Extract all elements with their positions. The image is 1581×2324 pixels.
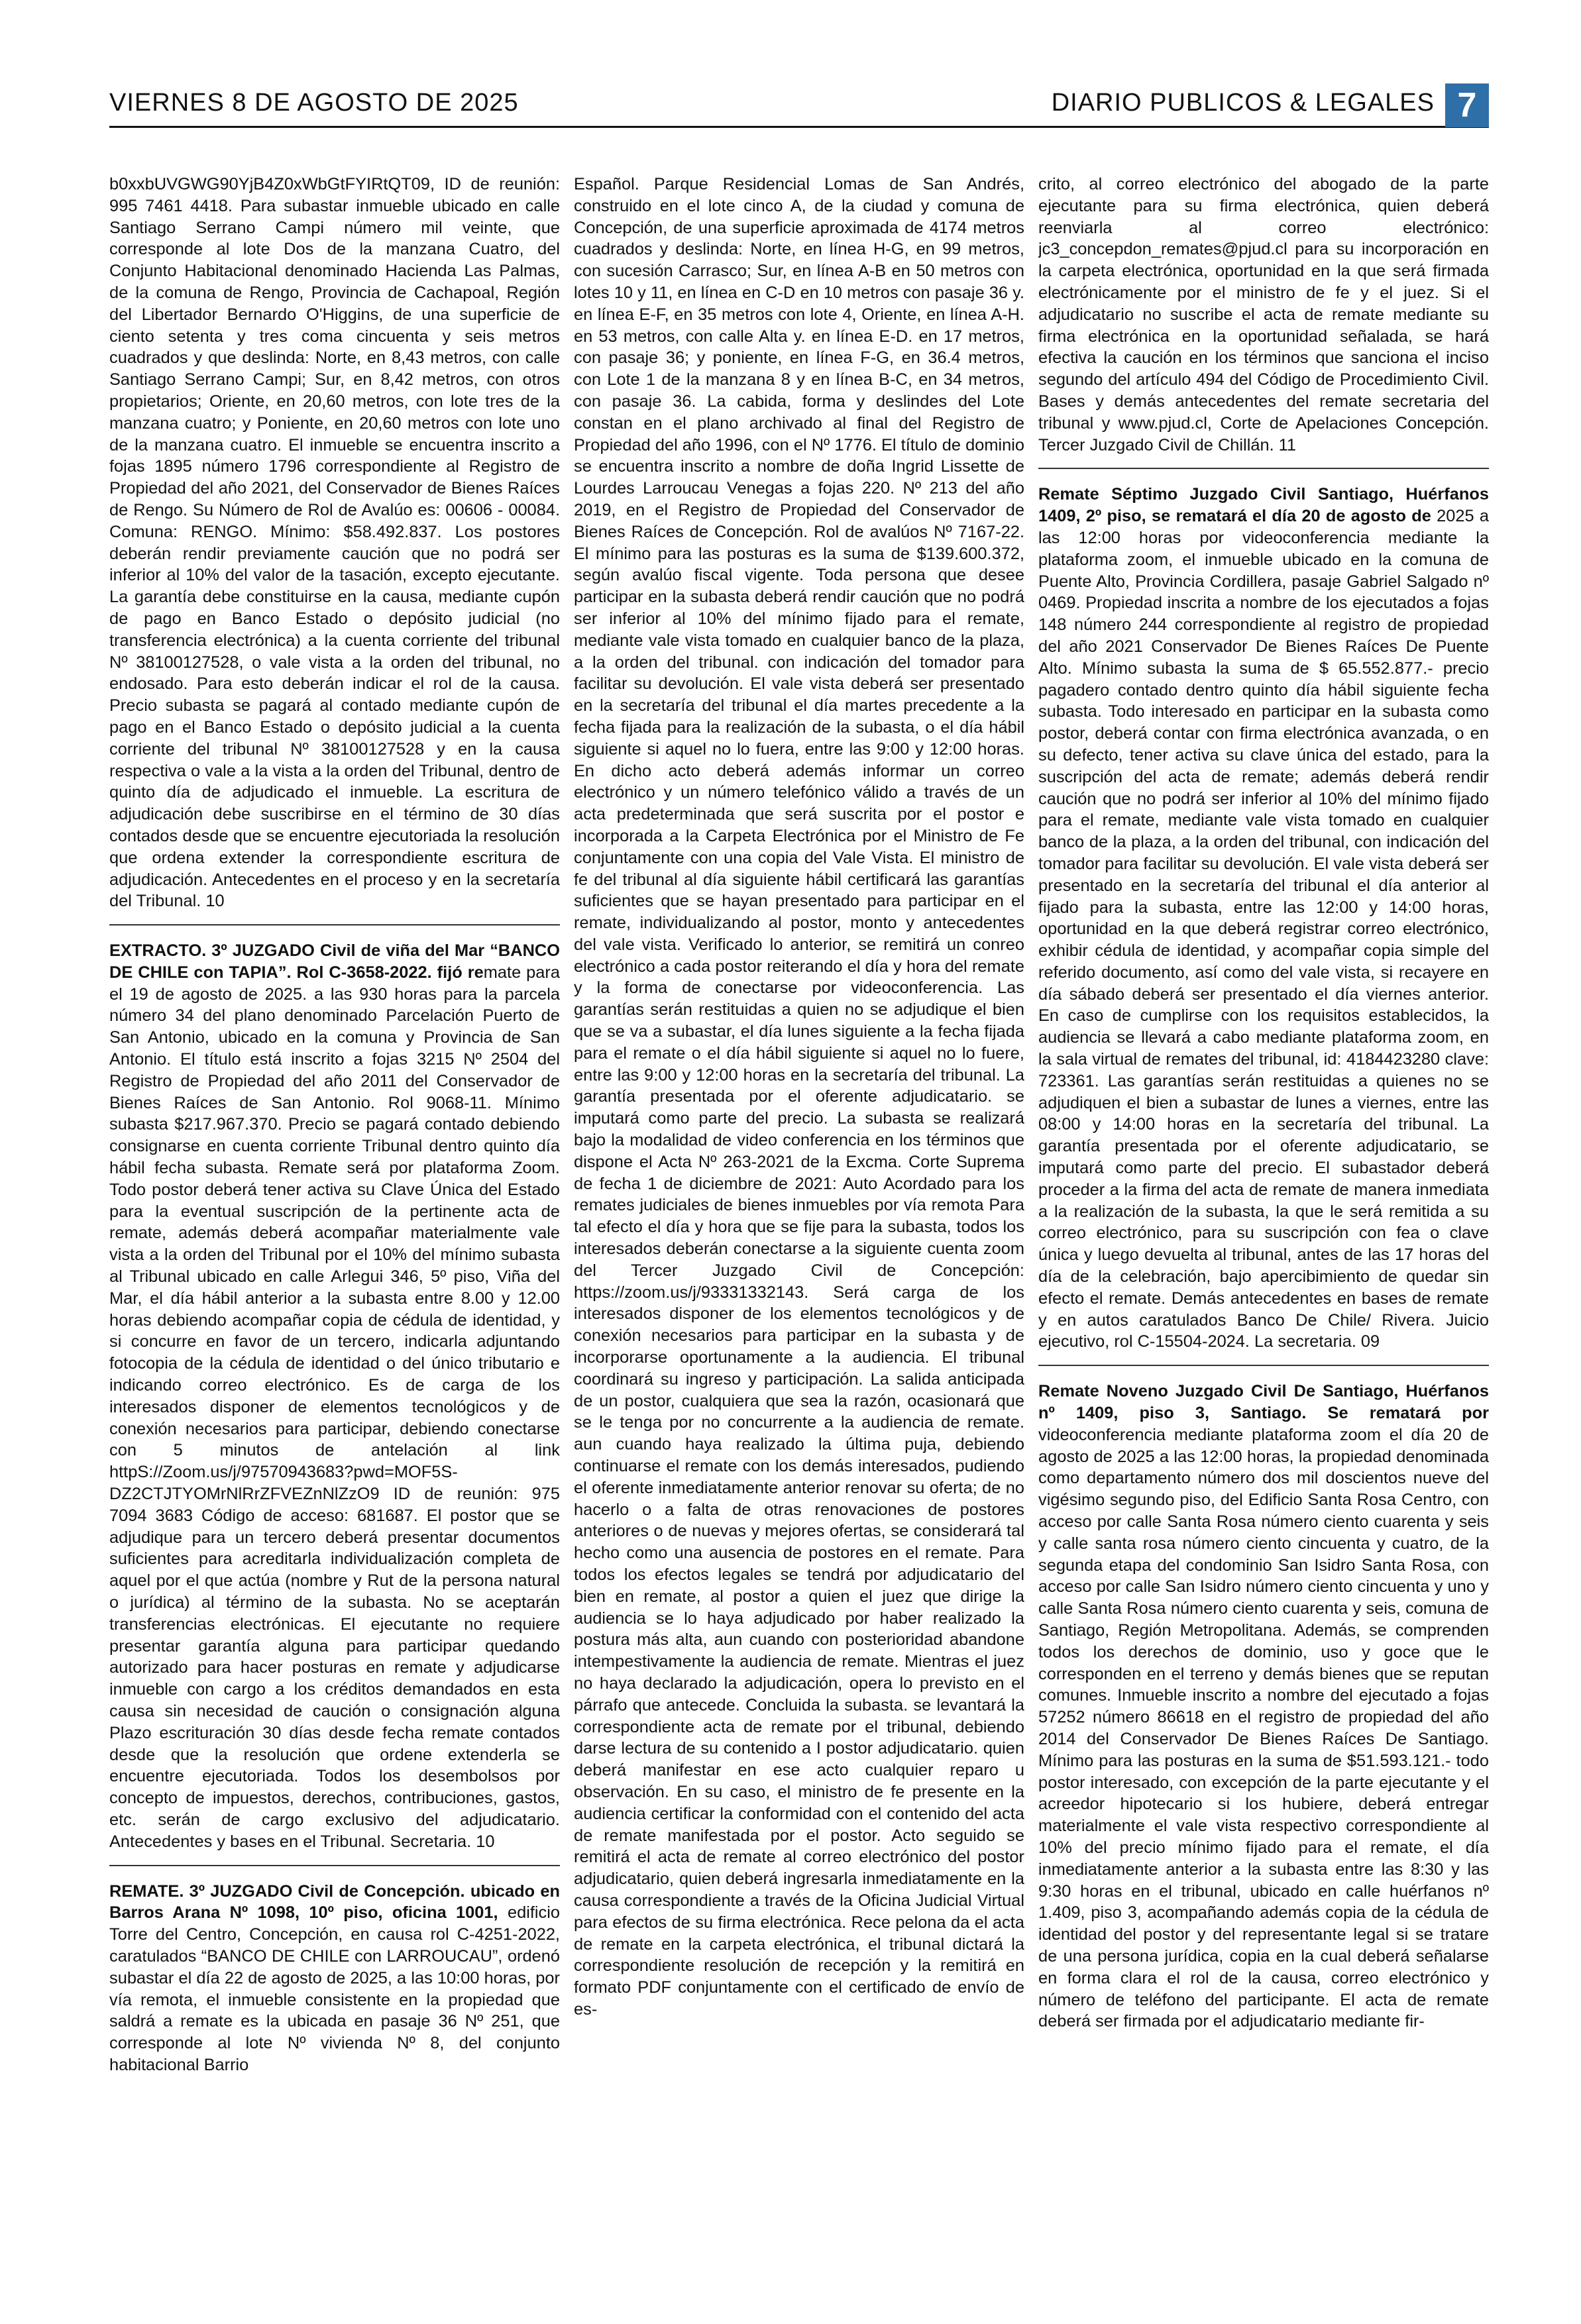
- newspaper-name: DIARIO PUBLICOS & LEGALES: [1051, 89, 1435, 117]
- notice-divider: [1038, 1365, 1489, 1366]
- notice-divider: [109, 924, 560, 925]
- column-1: [109, 174, 560, 2294]
- column-3: [1038, 174, 1489, 2294]
- notice-remate-septimo: Remate Séptimo Juzgado Civil Santiago, Huérfanos 1409, 2º piso, se rematará el día 20 de agosto de 2025 a las 12:00 horas por videoconferencia mediante la plataforma zoom, el inmueble ubicado en la comuna de Puente Alto, Provincia Cordillera, pasaje Gabriel Salgado nº 0469. Propiedad inscrita a nombre de los ejecutados a fojas 148 número 244 correspondiente al registro de propiedad del año 2021 Conservador De Bienes Raíces De Puente Alto. Mínimo subasta la suma de $ 65.552.877.- precio pagadero contado dentro quinto día hábil siguiente fecha subasta. Todo interesado en participar en la subasta como postor, deberá contar con firma electrónica avanzada, o en su defecto, tener activa su clave única del estado, para la suscripción del acta de remate; además deberá rendir caución que no podrá ser inferior al 10% del mínimo fijado para el remate, mediante vale vista tomado en cualquier banco de la plaza, a la orden del tribunal, con indicación del tomador para facilitar su devolución. El vale vista deberá ser presentado en la secretaría del tribunal el día anterior al fijado para la subasta, entre las 12:00 y 14:00 horas, oportunidad en la que deberá registrar correo electrónico, exhibir cédula de identidad, y acompañar copia simple del referido documento, así como del vale vista, si recayere en día sábado deberá ser presentado el día viernes anterior. En caso de cumplirse con los requisitos establecidos, la audiencia se llevará a cabo mediante plataforma zoom, en la sala virtual de remates del tribunal, id: 4184423280 clave: 723361. Las garantías serán restituidas a quienes no se adjudiquen el bien a subastar de lunes a viernes, entre las 08:00 y 14:00 horas en la secretaría del tribunal. La garantía presentada por el oferente adjudicatario, se imputará como parte del precio. El subastador deberá proceder a la firma del acta de remate de manera inmediata a la realización de la subasta, la que le será remitida a su correo electrónico, para su suscripción con fea o clave única y luego devuelta al tribunal, antes de las 17 horas del día de la celebración, bajo apercibimiento de quedar sin efecto el remate. Demás antecedentes en bases de remate y en autos caratulados Banco De Chile/ Rivera. Juicio ejecutivo, rol C-15504-2024. La secretaria. 09: [1038, 485, 1489, 1351]
- notice-divider: [109, 1865, 560, 1866]
- notice-extracto-vina: EXTRACTO. 3º JUZGADO Civil de viña del Mar “BANCO DE CHILE con TAPIA”. Rol C-3658-2022. fijó remate para el 19 de agosto de 2025. a las 930 horas para la parcela número 34 del plano denominado Parcelación Puerto de San Antonio, ubicado en la comuna y Provincia de San Antonio. El título está inscrito a fojas 3215 Nº 2504 del Registro de Propiedad del año 2011 del Conservador de Bienes Raíces de San Antonio. Rol 9068-11. Mínimo subasta $217.967.370. Precio se pagará contado debiendo consignarse en cuenta corriente Tribunal dentro quinto día hábil fecha subasta. Remate será por plataforma Zoom. Todo postor deberá tener activa su Clave Única del Estado para la eventual suscripción de la pertinente acta de remate, además deberá acompañar materialmente vale vista a la orden del Tribunal por el 10% del mínimo subasta al Tribunal ubicado en calle Arlegui 346, 5º piso, Viña del Mar, el día hábil anterior a la subasta entre 8.00 y 12.00 horas debiendo acompañar copia de cédula de identidad, y si concurre en favor de un tercero, indicarla adjuntando fotocopia de la cédula de identidad o del único tributario e indicando correo electrónico. Es de carga de los interesados disponer de elementos tecnológicos y de conexión necesarios para participar, debiendo conectarse con 5 minutos de antelación al link httpS://Zoom.us/j/97570943683?pwd=MOF5S-DZ2CTJTYOMrNlRrZFVEZnNlZzO9 ID de reunión: 975 7094 3683 Código de acceso: 681687. El postor que se adjudique para un tercero deberá presentar documentos suficientes para acreditarla individualización completa de aquel por el que actúa (nombre y Rut de la persona natural o jurídica) al término de la subasta. No se aceptarán transferencias electrónicas. El ejecutante no requiere presentar garantía alguna para participar quedando autorizado para hacer posturas en remate y adjudicarse inmueble con cargo a los créditos demandados en esta causa sin necesidad de caución o consignación alguna Plazo escrituración 30 días desde fecha remate contados desde que la resolución que ordene extenderla se encuentre ejecutoriada. Todos los desembolsos por concepto de impuestos, derechos, contribuciones, gastos, etc. serán de cargo exclusivo del adjudicatario. Antecedentes y bases en el Tribunal. Secretaria. 10: [109, 941, 560, 1851]
- notice-remate-concepcion: REMATE. 3º JUZGADO Civil de Concepción. ubicado en Barros Arana Nº 1098, 10º piso, oficina 1001, edificio Torre del Centro, Concepción, en causa rol C-4251-2022, caratulados “BANCO DE CHILE con LARROUCAU”, ordenó subastar el día 22 de agosto de 2025, a las 10:00 horas, por vía remota, el inmueble consistente en la propiedad que saldrá a remate es la ubicada en pasaje 36 Nº 251, que corresponde al lote Nº vivienda Nº 8, del conjunto habitacional Barrio: [109, 1881, 560, 2074]
- issue-date: VIERNES 8 DE AGOSTO DE 2025: [109, 89, 519, 117]
- notice-continuation: b0xxbUVGWG90YjB4Z0xWbGtFYIRtQT09, ID de reunión: 995 7461 4418. Para subastar inmueble ubicado en calle Santiago Serrano Campi número mil veinte, que corresponde al lote Dos de la manzana Cuatro, del Conjunto Habitacional denominado Hacienda Las Palmas, de la comuna de Rengo, Provincia de Cachapoal, Región del Libertador Bernardo O'Higgins, de una superficie de ciento setenta y tres coma cincuenta y seis metros cuadrados y que deslinda: Norte, en 8,43 metros, con calle Santiago Serrano Campi; Sur, en 8,42 metros, con otros propietarios; Oriente, en 20,60 metros, con lote tres de la manzana cuatro; y Poniente, en 20,60 metros con lote uno de la manzana cuatro. El inmueble se encuentra inscrito a fojas 1895 número 1796 correspondiente al Registro de Propiedad del año 2021, del Conservador de Bienes Raíces de Rengo. Su Número de Rol de Avalúo es: 00606 - 00084. Comuna: RENGO. Mínimo: $58.492.837. Los postores deberán rendir previamente caución que no podrá ser inferior al 10% del valor de la tasación, excepto ejecutante. La garantía debe constituirse en la causa, mediante cupón de pago en Banco Estado o depósito judicial (no transferencia electrónica) a la cuenta corriente del tribunal Nº 38100127528, o vale vista a la orden del tribunal, no endosado. Para esto deberán indicar el rol de la causa. Precio subasta se pagará al contado mediante cupón de pago en el Banco Estado o depósito judicial a la cuenta corriente del tribunal Nº 38100127528 y en la causa respectiva o vale a la vista a la orden del Tribunal, dentro de quinto día de adjudicado el inmueble. La escritura de adjudicación debe suscribirse en el término de 30 días contados desde que se encuentre ejecutoriada la resolución que ordena extender la correspondiente escritura de adjudicación. Antecedentes en el proceso y en la secretaría del Tribunal. 10: [109, 175, 560, 911]
- page-number: 7: [1445, 83, 1489, 127]
- notice-continuation: Español. Parque Residencial Lomas de San Andrés, construido en el lote cinco A, de la ciudad y comuna de Concepción, de una superficie aproximada de 4174 metros cuadrados y deslinda: Norte, en línea H-G, en 99 metros, con sucesión Carrasco; Sur, en línea A-B en 50 metros con lotes 10 y 11, en línea en C-D en 10 metros con pasaje 36 y. en línea E-F, en 35 metros con lote 4, Oriente, en línea A-H. en 53 metros, con calle Alta y. en línea E-D. en 17 metros, con pasaje 36; y poniente, en línea F-G, en 36.4 metros, con Lote 1 de la manzana 8 y en línea B-C, en 34 metros, con pasaje 36. La cabida, forma y deslindes del Lote constan en el plano archivado al final del Registro de Propiedad del año 1996, con el Nº 1776. El título de dominio se encuentra inscrito a nombre de doña Ingrid Lissette de Lourdes Larroucau Venegas a fojas 220. Nº 213 del año 2019, en el Registro de Propiedad del Conservador de Bienes Raíces de Concepción. Rol de avalúos Nº 7167-22. El mínimo para las posturas es la suma de $139.600.372, según avalúo fiscal vigente. Toda persona que desee participar en la subasta deberá rendir caución que no podrá ser inferior al 10% del mínimo fijado para el remate, mediante vale vista tomado en cualquier banco de la plaza, a la orden del tribunal. con indicación del tomador para facilitar su devolución. El vale vista deberá ser presentado en la secretaría del tribunal el día martes precedente a la fecha fijada para la realización de la subasta, o el día hábil siguiente si aquel no lo fuera, entre las 9:00 y 12:00 horas. En dicho acto deberá además informar un correo electrónico y un número telefónico válido a través de un acta predeterminada que será suscrita por el postor e incorporada a la Carpeta Electrónica por el Ministro de Fe conjuntamente con una copia del Vale Vista. El ministro de fe del tribunal al día siguiente hábil certificará las garantías suficientes que se hayan presentado para participar en el remate, individualizando al postor, monto y antecedentes del vale vista. Verificado lo anterior, se remitirá un conreo electrónico a cada postor reiterando el día y hora del remate y la forma de conectarse por videoconferencia. Las garantías serán restituidas a quien no se adjudique el bien que se va a subastar, el día lunes siguiente a la fecha fijada para el remate o el día hábil siguiente si aquel no lo fuere, entre las 9:00 y 12:00 horas en la secretaría del tribunal. La garantía presentada por el oferente adjudicatario. se imputará como parte del precio. La subasta se realizará bajo la modalidad de video conferencia en los términos que dispone el Acta Nº 263-2021 de la Excma. Corte Suprema de fecha 1 de diciembre de 2021: Auto Acordado para los remates judiciales de bienes inmuebles por vía remota Para tal efecto el día y hora que se fije para la subasta, todos los interesados deberán conectarse a la siguiente cuenta zoom del Tercer Juzgado Civil de Concepción: https://zoom.us/j/93331332143. Será carga de los interesados disponer de los elementos tecnológicos y de conexión necesarios para participar en la subasta y de incorporarse oportunamente a la audiencia. El tribunal coordinará su ingreso y participación. La salida anticipada de un postor, cualquiera que sea la razón, ocasionará que se le tenga por no concurrente a la audiencia de remate. aun cuando haya realizado la última puja, debiendo continuarse el remate con los demás interesados, pudiendo el oferente inmediatamente anterior renovar su oferta; de no hacerlo o a falta de otras renovaciones de postores anteriores o de nuevas y mejores ofertas, se considerará tal hecho como una ausencia de postores en el remate. Para todos los efectos legales se tendrá por adjudicatario del bien en remate, al postor a quien el juez que dirige la audiencia se lo haya adjudicado por haber realizado la postura más alta, aun cuando con posterioridad abandone intempestivamente la audiencia de remate. Mientras el juez no haya declarado la adjudicación, opera lo previsto en el párrafo que antecede. Concluida la subasta. se levantará la correspondiente acta de remate por el tribunal, debiendo darse lectura de su contenido a I postor adjudicatario. quien deberá manifestar en ese acto cualquier reparo u observación. En su caso, el ministro de fe presente en la audiencia certificar la conformidad con el contenido del acta de remate manifestada por el postor. Acto seguido se remitirá el acta de remate al correo electrónico del postor adjudicatario, quien deberá ingresarla inmediatamente en la causa correspondiente a través de la Oficina Judicial Virtual para efectos de su firma electrónica. Rece pelona da el acta de remate en la carpeta electrónica, el tribunal dictará la correspondiente resolución de recepción y la remitirá en formato PDF conjuntamente con el certificado de envío de es-: [574, 175, 1024, 2019]
- notice-remate-noveno: Remate Noveno Juzgado Civil De Santiago, Huérfanos nº 1409, piso 3, Santiago. Se rematará por videoconferencia mediante plataforma zoom el día 20 de agosto de 2025 a las 12:00 horas, la propiedad denominada como departamento número dos mil doscientos nueve del vigésimo segundo piso, del Edificio Santa Rosa Centro, con acceso por calle Santa Rosa número ciento cuarenta y seis y calle santa rosa número ciento cincuenta y cuatro, de la segunda etapa del condominio San Isidro Santa Rosa, con acceso por calle San Isidro número ciento cincuenta y uno y calle Santa Rosa número ciento cuarenta y seis, comuna de Santiago, Región Metropolitana. Además, se comprenden todos los derechos de dominio, uso y goce que le corresponden en el terreno y demás bienes que se reputan comunes. Inmueble inscrito a nombre del ejecutado a fojas 57252 número 86618 en el registro de propiedad del año 2014 del Conservador De Bienes Raíces De Santiago. Mínimo para las posturas en la suma de $51.593.121.- todo postor interesado, con excepción de la parte ejecutante y el acreedor hipotecario si los hubiere, deberá entregar materialmente el vale vista respectivo correspondiente al 10% del precio mínimo fijado para el remate, el día inmediatamente anterior a la subasta entre las 8:30 y las 9:30 horas en el tribunal, ubicado en calle huérfanos nº 1.409, piso 3, acompañando además copia de la cédula de identidad del postor y del representante legal si se tratare de una persona jurídica, copia en la cual deberá señalarse en forma clara el rol de la causa, correo electrónico y número de teléfono del participante. El acta de remate deberá ser firmada por el adjudicatario mediante fir-: [1038, 1382, 1489, 2031]
- notice-continuation: crito, al correo electrónico del abogado de la parte ejecutante para su firma electrónica, quien deberá reenviarla al correo electrónico: jc3_concepdon_remates@pjud.cl para su incorporación en la carpeta electrónica, oportunidad en la que será firmada electrónicamente por el ministro de fe y el juez. Si el adjudicatario no suscribe el acta de remate mediante su firma electrónica en la oportunidad señalada, se hará efectiva la caución en los términos que sanciona el inciso segundo del artículo 494 del Código de Procedimiento Civil. Bases y demás antecedentes del remate secretaria del tribunal y www.pjud.cl, Corte de Apelaciones Concepción. Tercer Juzgado Civil de Chillán. 11: [1038, 175, 1489, 454]
- notice-divider: [1038, 468, 1489, 469]
- column-2: [574, 174, 1024, 2294]
- page-header: [109, 83, 1489, 128]
